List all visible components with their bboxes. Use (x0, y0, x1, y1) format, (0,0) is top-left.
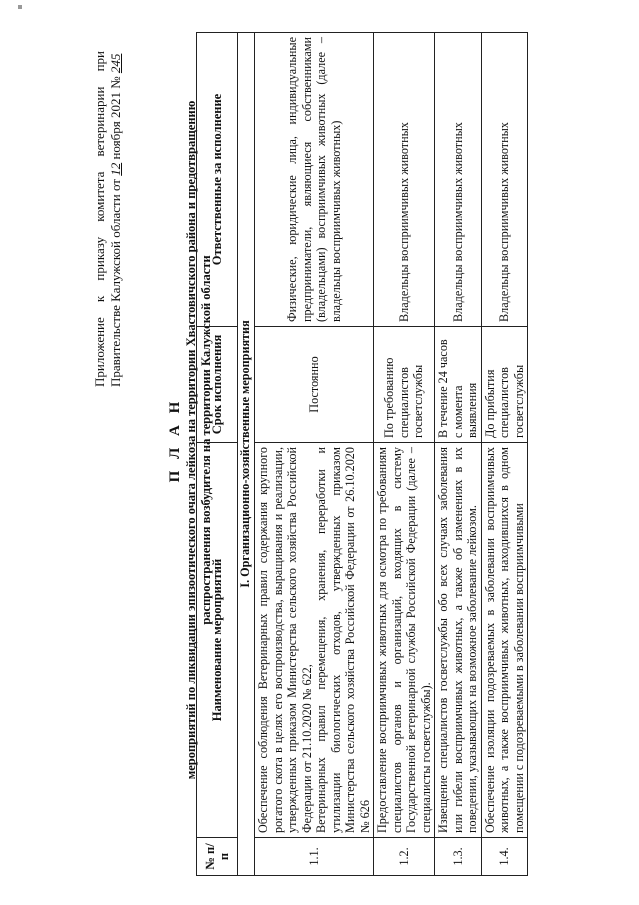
plan-table (196, 32, 528, 876)
row-term: По требованию специалистов госветслужбы (374, 327, 435, 443)
header-event: Наименование мероприятий (197, 443, 238, 838)
row-term: До прибытия специалистов госветслужбы (481, 327, 528, 443)
section-row (238, 33, 255, 876)
row-term: Постоянно (255, 327, 374, 443)
approval-number: 245 (108, 53, 123, 74)
header-term: Срок исполнения (197, 327, 238, 443)
table-row (435, 33, 482, 876)
approval-date-rest: ноября 2021 № (108, 76, 123, 160)
plan-title-line-1: мероприятий по ликвидации эпизоотического очага лейкоза на территории Хвастовичского района и предотвращению (184, 100, 198, 780)
row-term: В течение 24 часов с момента выявления (435, 327, 482, 443)
row-resp: Владельцы восприимчивых животных (435, 33, 482, 327)
row-num: 1.3. (435, 838, 482, 876)
table-row (255, 33, 374, 876)
plan-heading: П Л А Н (167, 397, 183, 483)
row-resp: Владельцы восприимчивых животных (481, 33, 528, 327)
table-header-row (197, 33, 238, 876)
row-event-part-b: Ветеринарных правил перемещения, хранения, переработки и утилизации биологических отходов, утвержденных приказом Министерства сельского хозяйства Российской Федерации от 26.10.2020 № 626 (314, 447, 372, 833)
row-event-part-a: Обеспечение соблюдения Ветеринарных правил содержания крупного рогатого скота в целях его воспроизводства, выращивания и реализации, утвержденных приказом Министерства сельского хозяйства Российской Федерации от 21.10.2020 № 622, (256, 447, 314, 833)
approval-text: Приложение к приказу комитета ветеринарии при Правительстве Калужской области от (92, 51, 123, 387)
row-num: 1.1. (255, 838, 374, 876)
row-event (255, 443, 374, 838)
row-resp: Владельцы восприимчивых животных (374, 33, 435, 327)
scan-mark (18, 5, 22, 9)
row-event: Обеспечение изоляции подозреваемых в заболевании восприимчивых животных, а также восприимчивых животных, находившихся в одном помещении с подозреваемыми в заболевании восприимчивыми (481, 443, 528, 838)
row-event: Предоставление восприимчивых животных для осмотра по требованиям специалистов органов и организаций, входящих в систему Государственной ветеринарной службы Российской Федерации (далее – специалисты госветслужбы). (374, 443, 435, 838)
plan-title-line-2: распространения возбудителя на территории Калужской области (199, 255, 213, 625)
approval-day: 12 (108, 162, 123, 176)
header-resp: Ответственные за исполнение (197, 33, 238, 327)
row-event: Извещение специалистов госветслужбы обо всех случаях заболевания или гибели восприимчивых животных, а также об изменениях в их поведении, указывающих на возможное заболевание лейкозом. (435, 443, 482, 838)
row-num: 1.2. (374, 838, 435, 876)
row-num: 1.4. (481, 838, 528, 876)
table-row (481, 33, 528, 876)
approval-stamp (92, 51, 124, 387)
table-row (374, 33, 435, 876)
row-resp: Физические, юридические лица, индивидуальные предприниматели, являющиеся собственниками (владельцами) восприимчивых животных (далее – владельцы восприимчивых животных) (255, 33, 374, 327)
header-num: № п/п (197, 838, 238, 876)
section-title: I. Организационно-хозяйственные мероприятия (238, 33, 255, 876)
